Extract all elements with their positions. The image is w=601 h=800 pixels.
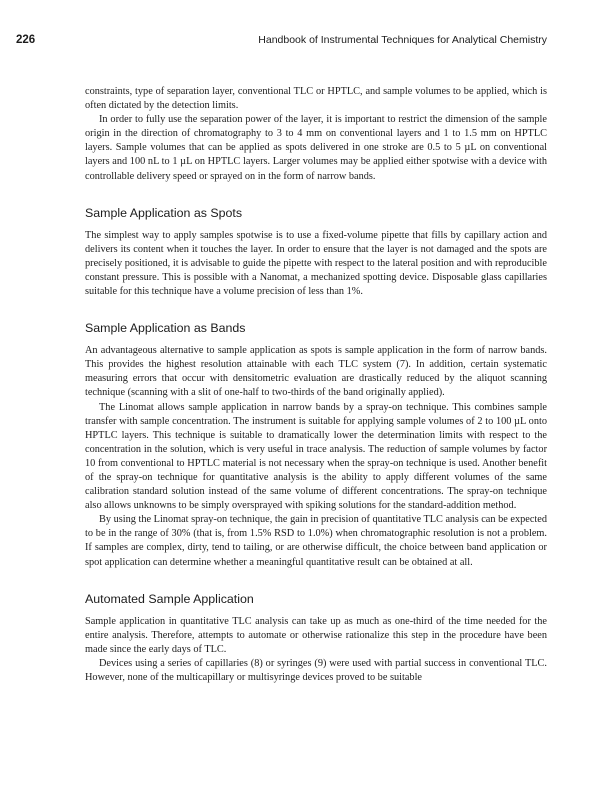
- paragraph: By using the Linomat spray-on technique, the gain in precision of quantitative TLC analysis can be expected to be in the range of 30% (that is, from 1.5% RSD to 1.0%) when chromatographic resolution is not a problem. If samples are complex, dirty, tend to tailing, or are otherwise difficult, the choice between band application or spot application can determine whether a meaningful quantitative result can be obtained at all.: [85, 514, 547, 568]
- section-heading-automated: Automated Sample Application: [85, 591, 254, 606]
- paragraph: Sample application in quantitative TLC analysis can take up as much as one-third of the time needed for the entire analysis. Therefore, attempts to automate or otherwise rationalize this step in the procedure have been made since the early days of TLC.: [85, 615, 547, 655]
- running-header: [16, 34, 547, 46]
- page-number: 226: [16, 34, 36, 46]
- paragraph: In order to fully use the separation power of the layer, it is important to restrict the dimension of the sample origin in the direction of chromatography to 3 to 4 mm on conventional layers and 1 to 1.5 mm on HPTLC layers. Sample volumes that can be applied as spots delivered in one stroke are 0.5 to 5 µL on conventional layers and 100 nL to 1 µL on HPTLC layers. Larger volumes may be applied either spotwise with a device with controllable delivery speed or sprayed on in the form of narrow bands.: [85, 114, 547, 182]
- paragraph: An advantageous alternative to sample application as spots is sample application in the form of narrow bands. This provides the highest resolution attainable with each TLC system (7). In addition, certain systematic measuring errors that occur with densitometric evaluation are drastically reduced by the aliquot scanning technique (scanning with a slit of one-half to two-thirds of the band originally applied).: [85, 345, 547, 399]
- section-heading-bands: Sample Application as Bands: [85, 321, 246, 336]
- paragraph: Devices using a series of capillaries (8) or syringes (9) were used with partial success in conventional TLC. However, none of the multicapillary or multisyringe devices proved to be suitable: [85, 657, 547, 683]
- paragraph: The simplest way to apply samples spotwise is to use a fixed-volume pipette that fills by capillary action and delivers its content when it touches the layer. In order to ensure that the layer is not damaged and the spots are precisely positioned, it is advisable to guide the pipette with respect to the lateral position and with reproducible constant pressure. This is possible with a Nanomat, a mechanized spotting device. Disposable glass capillaries suitable for this technique have a volume precision of less than 1%.: [85, 229, 547, 298]
- paragraph: The Linomat allows sample application in narrow bands by a spray-on technique. This combines sample transfer with sample concentration. The instrument is suitable for applying sample volumes of 2 to 100 µL onto HPTLC layers. This technique is suitable to dramatically lower the determination limits with respect to the concentration in the solution, which is very useful in trace analysis. The reduction of sample volumes by factor 10 from conventional to HPTLC material is not necessary when the spray-on technique is used. Another benefit of the spray-on technique for quantitative analysis is the ability to apply different volumes of the same calibration standard solution instead of the same volume of different concentrations. The spray-on technique also allows unknowns to be simply oversprayed with spiking solutions for the standard-addition method.: [85, 401, 547, 512]
- page-body: [85, 85, 547, 685]
- book-title: Handbook of Instrumental Techniques for Analytical Chemistry: [258, 34, 547, 46]
- section-heading-spots: Sample Application as Spots: [85, 205, 243, 220]
- paragraph: constraints, type of separation layer, conventional TLC or HPTLC, and sample volumes to be applied, which is often dictated by the detection limits.: [85, 86, 547, 112]
